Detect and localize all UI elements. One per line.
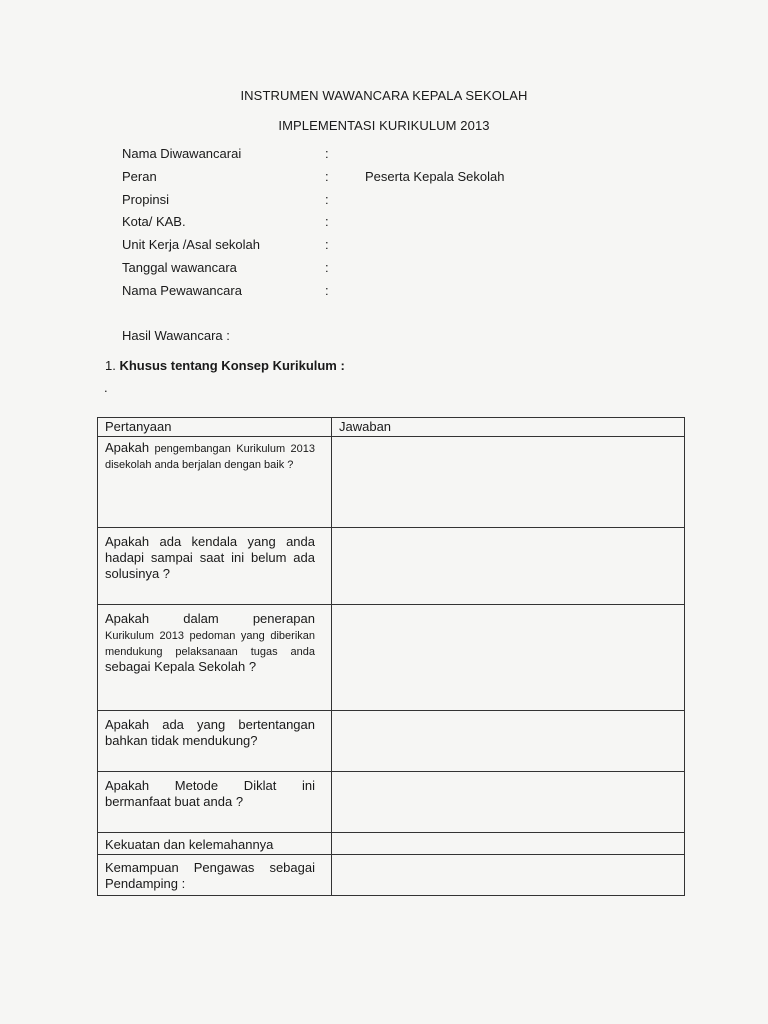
info-label: Propinsi (122, 191, 169, 207)
table-header-row (98, 418, 685, 437)
answer-cell[interactable] (332, 855, 685, 896)
question-cell (98, 855, 332, 896)
table-row (98, 437, 685, 528)
info-row-tanggal (122, 260, 622, 283)
respondent-info (122, 146, 622, 306)
answer-cell[interactable] (332, 711, 685, 772)
info-label: Nama Pewawancara (122, 282, 242, 298)
answer-cell[interactable] (332, 833, 685, 855)
answer-cell[interactable] (332, 437, 685, 528)
question-text: Apakah ada kendala yang anda hadapi sampai saat ini belum ada solusinya ? (105, 534, 315, 581)
table-row (98, 528, 685, 605)
question-tail: sebagai Kepala Sekolah ? (105, 659, 257, 674)
info-label: Peran (122, 168, 157, 184)
info-colon: : (325, 237, 329, 253)
question-cell (98, 772, 332, 833)
question-cell (98, 528, 332, 605)
info-colon: : (325, 282, 329, 298)
section-heading (105, 358, 345, 373)
info-colon: : (325, 146, 329, 161)
document-subtitle: IMPLEMENTASI KURIKULUM 2013 (278, 118, 490, 133)
info-value: Peserta Kepala Sekolah (365, 168, 505, 184)
info-row-unit-kerja (122, 237, 622, 260)
question-lead: Apakah dalam penerapan (105, 611, 315, 626)
section-dot: . (104, 380, 108, 395)
table-row (98, 833, 685, 855)
document-title: INSTRUMEN WAWANCARA KEPALA SEKOLAH (240, 88, 528, 103)
info-row-pewawancara (122, 283, 622, 306)
question-cell (98, 605, 332, 711)
table-row (98, 855, 685, 896)
info-row-nama (122, 146, 622, 169)
question-cell (98, 833, 332, 855)
answer-cell[interactable] (332, 605, 685, 711)
question-lead: Apakah (105, 440, 150, 455)
question-cell (98, 711, 332, 772)
table-row (98, 772, 685, 833)
info-colon: : (325, 259, 329, 275)
section-number: 1. (105, 358, 116, 373)
info-row-kota (122, 214, 622, 237)
answer-cell[interactable] (332, 528, 685, 605)
header-jawaban: Jawaban (332, 418, 685, 437)
question-text: Apakah Metode Diklat ini bermanfaat buat anda ? (105, 778, 315, 809)
question-text: Kemampuan Pengawas sebagai Pendamping : (105, 860, 315, 891)
info-label: Nama Diwawancarai (122, 146, 242, 161)
interview-table (97, 417, 685, 896)
section-title: Khusus tentang Konsep Kurikulum : (119, 358, 345, 373)
info-label: Unit Kerja /Asal sekolah (122, 237, 261, 253)
header-pertanyaan: Pertanyaan (98, 418, 332, 437)
info-row-peran (122, 169, 622, 192)
question-text: pengembangan Kurikulum 2013 disekolah anda berjalan dengan baik ? (105, 443, 315, 471)
table-row (98, 605, 685, 711)
info-colon: : (325, 214, 329, 230)
info-label: Kota/ KAB. (122, 214, 186, 230)
info-colon: : (325, 191, 329, 207)
question-text: Kekuatan dan kelemahannya (105, 837, 274, 852)
info-row-propinsi (122, 192, 622, 215)
info-label: Tanggal wawancara (122, 259, 237, 275)
table-row (98, 711, 685, 772)
answer-cell[interactable] (332, 772, 685, 833)
question-text: Apakah ada yang bertentangan bahkan tidak mendukung? (105, 717, 315, 748)
info-colon: : (325, 168, 329, 184)
question-text: Kurikulum 2013 pedoman yang diberikan mendukung pelaksanaan tugas anda (105, 630, 315, 658)
results-heading: Hasil Wawancara : (122, 328, 230, 343)
question-cell (98, 437, 332, 528)
